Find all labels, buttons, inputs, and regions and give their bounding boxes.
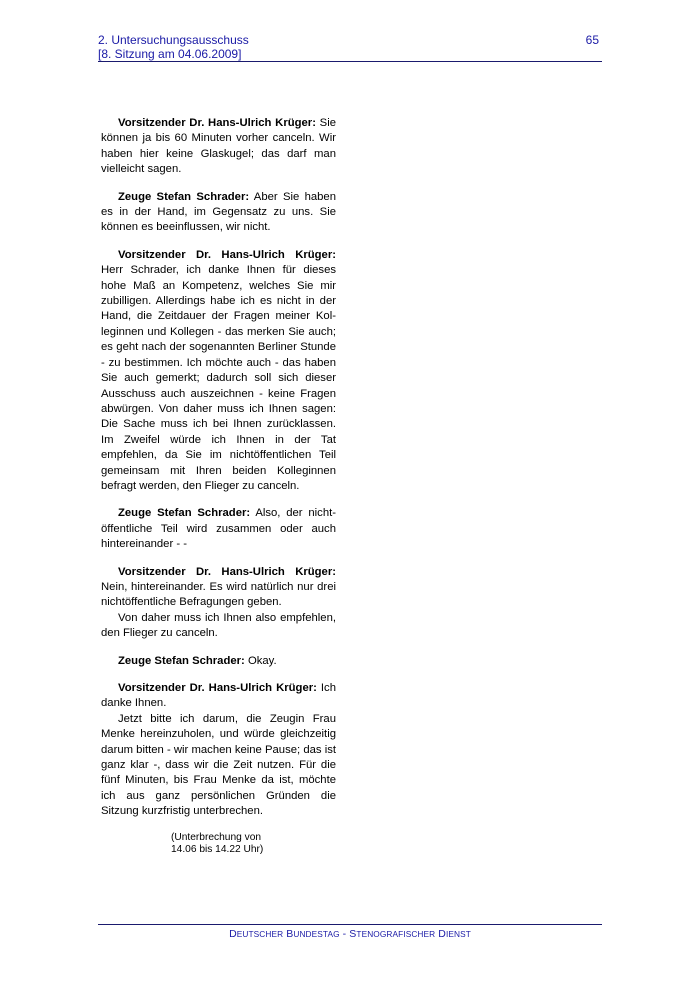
footer-text: D <box>229 928 237 940</box>
speaker-name: Vorsitzender Dr. Hans-Ulrich Krüger: <box>118 117 316 129</box>
transcript-paragraph <box>101 248 336 495</box>
speaker-name: Vorsitzender Dr. Hans-Ulrich Krüger: <box>118 565 336 578</box>
transcript-paragraph <box>101 654 336 669</box>
footer-text: UNDESTAG <box>293 929 340 939</box>
speech-text: Herr Schrader, ich danke Ihnen für dieses hohe Maß an Kompetenz, welches Sie mir zubilligen. Allerdings habe ich es nicht in der Hand, die Zeitdauer der Fragen meiner Kolleginnen und Kollegen - das merken Sie auch; es geht nach der sogenannten Berliner Stunde - zu bestimmen. Ich möchte auch - das haben Sie auch gemerkt; dadurch soll sich dieser Ausschuss auch auszeichnen - keine Fragen abwürgen. Von daher muss ich Ihnen sagen: Die Sache muss ich bei Ihnen zurücklassen. Im Zweifel würde ich Ihnen in der Tat empfehlen, da Sie im nichtöffentlichen Teil gemeinsam mit Ihren beiden Kolleginnen befragt werden, den Flieger zu canceln. <box>101 264 336 492</box>
speech-text: Sie können ja bis 60 Minuten vorher canceln. Wir haben hier keine Glaskugel; das darf man vielleicht sagen. <box>101 117 336 176</box>
page-header <box>98 33 602 62</box>
page-number: 65 <box>585 33 599 47</box>
speech-text: Okay. <box>247 654 277 667</box>
speech-text: Also, der nichtöffentliche Teil wird zusammen oder auch hintereinander - - <box>101 507 337 551</box>
interruption-note <box>171 832 336 857</box>
interruption-note-line: (Unterbrechung von <box>171 831 262 843</box>
speaker-name: Zeuge Stefan Schrader: <box>118 190 250 203</box>
speech-text: Jetzt bitte ich darum, die Zeugin Frau Menke hereinzuholen, und würde gleichzeitig darum bitten - wir machen keine Pause; das ist ganz klar -, dass wir die Zeit nutzen. Für die fünf Minuten, bis Frau Menke da ist, möchte ich aus ganz persönlichen Gründen die Sitzung kurzfristig unterbrechen. <box>101 712 336 818</box>
speaker-name: Zeuge Stefan Schrader: <box>118 507 251 520</box>
speaker-name: Vorsitzender Dr. Hans-Ulrich Krüger: <box>118 248 336 261</box>
footer-text: TENOGRAFISCHER <box>356 929 436 939</box>
transcript-paragraph <box>101 681 336 712</box>
transcript-column <box>101 116 336 857</box>
session-date: [8. Sitzung am 04.06.2009] <box>98 47 242 61</box>
transcript-paragraph <box>101 565 336 611</box>
speech-text: Nein, hintereinander. Es wird natürlich nur drei nichtöffentliche Befragungen geben. <box>101 580 336 609</box>
page-footer <box>98 924 602 940</box>
footer-text: D <box>438 928 446 940</box>
interruption-note-line: 14.06 bis 14.22 Uhr) <box>171 844 264 856</box>
speech-text: Aber Sie haben es in der Hand, im Gegensatz zu uns. Sie können es beeinflussen, wir nicht. <box>101 190 336 234</box>
footer-text: EUTSCHER <box>236 929 284 939</box>
footer-text: B <box>286 928 294 940</box>
transcript-paragraph-continued <box>101 712 336 820</box>
speaker-name: Zeuge Stefan Schrader: <box>118 654 245 667</box>
transcript-paragraph <box>101 116 336 178</box>
transcript-paragraph <box>101 506 336 552</box>
speech-text: Von daher muss ich Ihnen also empfehlen, den Flieger zu canceln. <box>101 611 336 640</box>
footer-text: IENST <box>445 929 471 939</box>
transcript-paragraph-continued <box>101 611 336 642</box>
header-left <box>98 33 249 61</box>
speaker-name: Vorsitzender Dr. Hans-Ulrich Krüger: <box>118 682 317 694</box>
transcript-paragraph <box>101 190 336 236</box>
speech-text: Ich danke Ihnen. <box>101 682 336 710</box>
committee-title: 2. Untersuchungsausschuss <box>98 33 249 47</box>
footer-text: S <box>349 928 357 940</box>
footer-separator: - <box>339 928 350 940</box>
